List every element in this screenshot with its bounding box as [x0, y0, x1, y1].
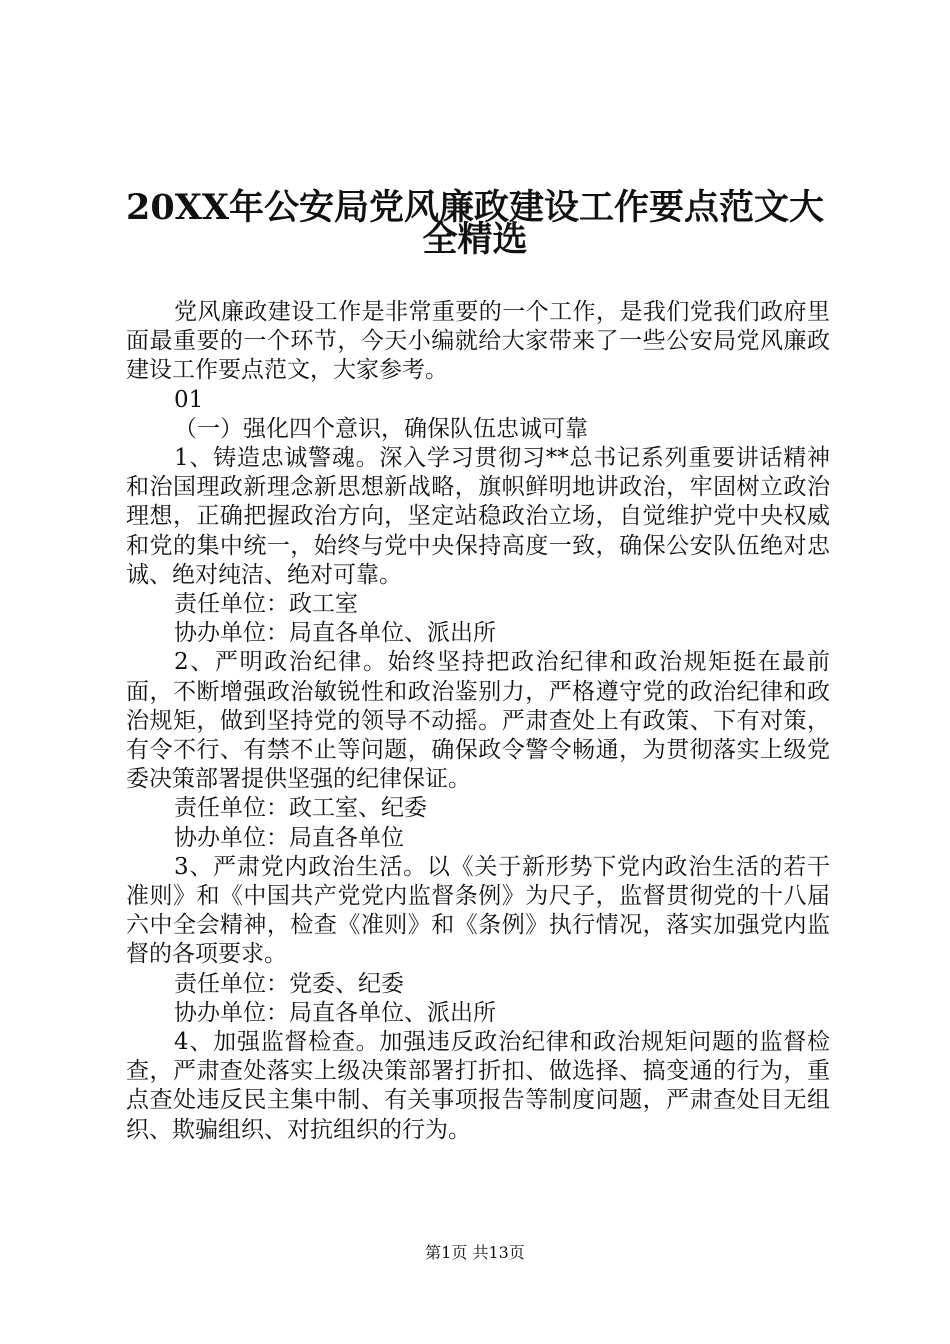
- item-paragraph-4: 4、加强监督检查。加强违反政治纪律和政治规矩问题的监督检查，严肃查处落实上级决策部署打折扣、做选择、搞变通的行为，重点查处违反民主集中制、有关事项报告等制度问题，严肃查处目无组织、欺骗组织、对抗组织的行为。: [126, 1029, 830, 1143]
- section-heading: （一）强化四个意识，确保队伍忠诚可靠: [174, 415, 588, 442]
- assisting-unit-3: 协办单位：局直各单位、派出所: [174, 999, 496, 1026]
- assisting-unit-1: 协办单位：局直各单位、派出所: [174, 620, 496, 647]
- intro-paragraph: 党风廉政建设工作是非常重要的一个工作，是我们党我们政府里面最重要的一个环节，今天小编就给大家带来了一些公安局党风廉政建设工作要点范文，大家参考。: [126, 299, 830, 384]
- item-paragraph-1: 1、铸造忠诚警魂。深入学习贯彻习**总书记系列重要讲话精神和治国理政新理念新思想新战略，旗帜鲜明地讲政治，牢固树立政治理想，正确把握政治方向，坚定站稳政治立场，自觉维护党中央权威和党的集中统一，始终与党中央保持高度一致，确保公安队伍绝对忠诚、绝对纯洁、绝对可靠。: [126, 445, 830, 588]
- responsible-unit-3: 责任单位：党委、纪委: [174, 970, 404, 997]
- responsible-unit-1: 责任单位：政工室: [174, 591, 358, 618]
- item-paragraph-2: 2、严明政治纪律。始终坚持把政治纪律和政治规矩挺在最前面，不断增强政治敏锐性和政治鉴别力，严格遵守党的政治纪律和政治规矩，做到坚持党的领导不动摇。严肃查处上有政策、下有对策，有令不行、有禁不止等问题，确保政令警令畅通，为贯彻落实上级党委决策部署提供坚强的纪律保证。: [126, 649, 830, 793]
- document-title-line-1: 20XX年公安局党风廉政建设工作要点范文大: [125, 187, 825, 228]
- assisting-unit-2: 协办单位：局直各单位: [174, 824, 404, 851]
- responsible-unit-2: 责任单位：政工室、纪委: [174, 795, 427, 822]
- document-body: [126, 298, 830, 1145]
- item-paragraph-3: 3、严肃党内政治生活。以《关于新形势下党内政治生活的若干准则》和《中国共产党党内监督条例》为尺子，监督贯彻党的十八届六中全会精神，检查《准则》和《条例》执行情况，落实加强党内监督的各项要求。: [126, 853, 830, 968]
- document-title-line-2: 全精选: [422, 219, 528, 260]
- section-number: 01: [174, 386, 204, 413]
- page-number-footer: 第1页 共13页: [425, 1243, 525, 1262]
